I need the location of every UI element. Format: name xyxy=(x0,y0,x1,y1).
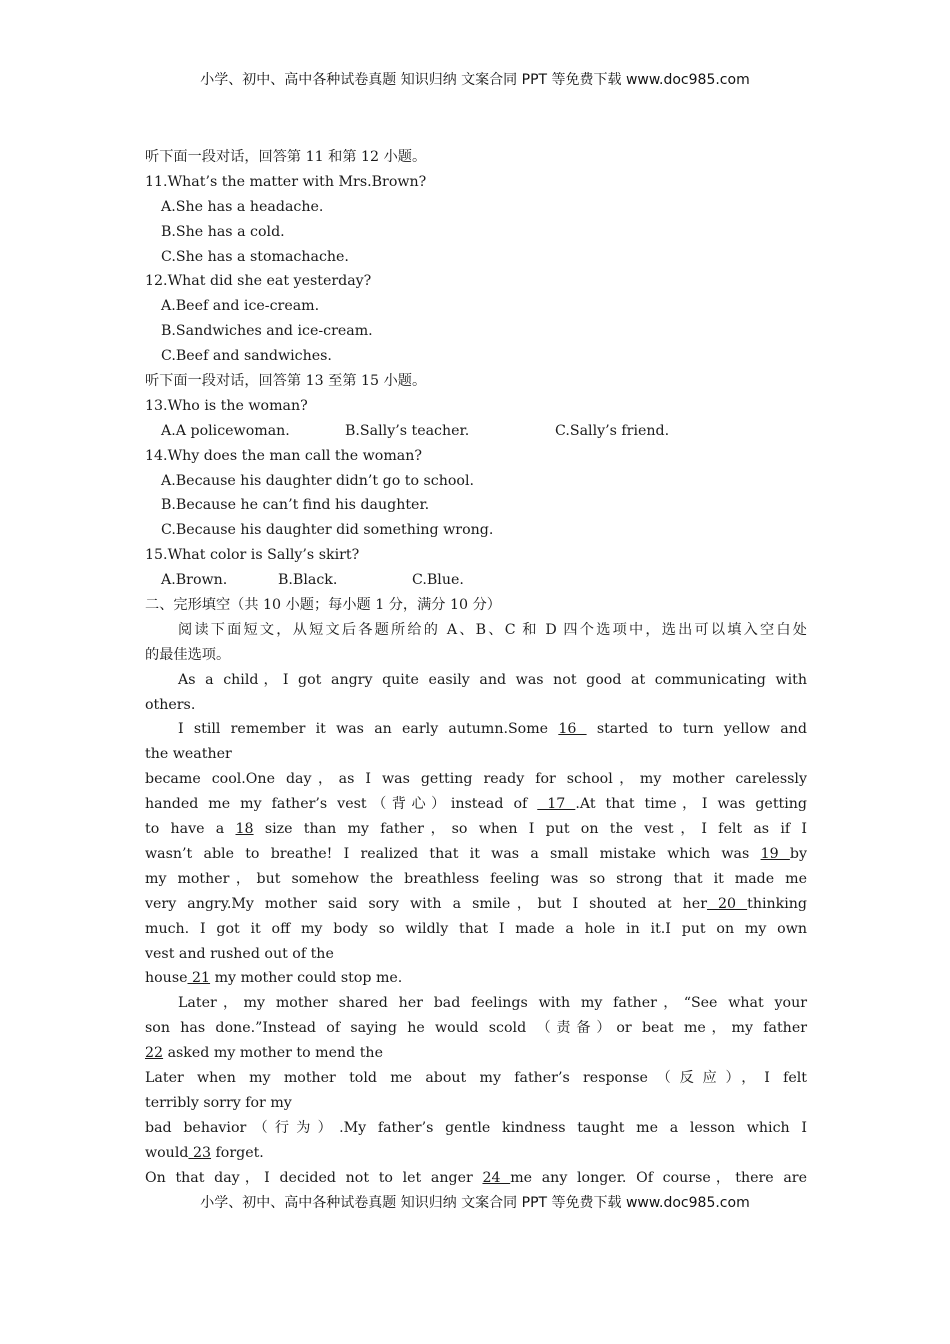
passage-line: would 23 forget. xyxy=(145,1144,264,1161)
passage-line: Later，my mother shared her bad feelings with my father，“See what your xyxy=(178,995,807,1012)
question-13-stem: 13.Who is the woman? xyxy=(145,397,308,414)
question-13-option-b: B.Sally’s teacher. xyxy=(345,422,470,439)
question-12-option-b: B.Sandwiches and ice-cream. xyxy=(161,323,373,340)
listening-intro-13-15: 听下面一段对话，回答第 13 至第 15 小题。 xyxy=(145,373,427,390)
passage-line: the weather xyxy=(145,746,232,763)
question-13-option-a: A.A policewoman. xyxy=(161,422,290,439)
passage-line: to have a 18 size than my father，so when I put on the vest，I felt as if I xyxy=(145,821,807,838)
passage-line: bad behavior（行为）.My father’s gentle kindness taught me a lesson which I xyxy=(145,1119,807,1136)
passage-line: vest and rushed out of the xyxy=(145,945,334,962)
passage-line: others. xyxy=(145,696,196,713)
passage-line: 22 asked my mother to mend the xyxy=(145,1045,383,1062)
header-banner: 小学、初中、高中各种试卷真题 知识归纳 文案合同 PPT 等免费下载 www.doc985.com xyxy=(200,72,750,88)
question-15-option-a: A.Brown. xyxy=(161,572,228,589)
question-12-stem: 12.What did she eat yesterday? xyxy=(145,273,372,290)
question-15-option-b: B.Black. xyxy=(278,572,338,589)
passage-line: terribly sorry for my xyxy=(145,1094,292,1111)
cloze-section-title: 二、完形填空（共 10 小题；每小题 1 分，满分 10 分） xyxy=(145,597,501,614)
cloze-instruction-line-2: 的最佳选项。 xyxy=(145,646,231,663)
blank-16: 16 xyxy=(558,721,587,738)
blank-24: 24 xyxy=(482,1169,511,1186)
exam-content xyxy=(145,145,807,1190)
passage-line: son has done.”Instead of saying he would scold （责备）or beat me，my father xyxy=(145,1020,807,1037)
question-13-options xyxy=(145,419,807,444)
blank-23: 23 xyxy=(188,1144,212,1161)
passage-line: Later when my mother told me about my father’s response（反应），I felt xyxy=(145,1069,807,1086)
passage-line: wasn’t able to breathe! I realized that it was a small mistake which was 19 by xyxy=(145,845,807,862)
blank-18: 18 xyxy=(235,821,254,838)
passage-line: I still remember it was an early autumn.Some 16 started to turn yellow and xyxy=(178,721,807,738)
question-14-option-b: B.Because he can’t find his daughter. xyxy=(161,497,430,514)
passage-line: handed me my father’s vest（背心）instead of 17 .At that time，I was getting xyxy=(145,796,807,813)
blank-17: 17 xyxy=(537,796,576,813)
passage-line: became cool.One day，as I was getting ready for school，my mother carelessly xyxy=(145,771,807,788)
cloze-instruction-line-1: 阅读下面短文，从短文后各题所给的 A、B、C 和 D 四个选项中，选出可以填入空白处 xyxy=(178,621,807,638)
question-11-option-b: B.She has a cold. xyxy=(161,223,285,240)
passage-line: house 21 my mother could stop me. xyxy=(145,970,403,987)
question-11-stem: 11.What’s the matter with Mrs.Brown? xyxy=(145,173,427,190)
question-15-options xyxy=(145,568,807,593)
question-14-option-a: A.Because his daughter didn’t go to school. xyxy=(161,472,474,489)
question-14-stem: 14.Why does the man call the woman? xyxy=(145,447,422,464)
question-12-option-c: C.Beef and sandwiches. xyxy=(161,348,332,365)
blank-20: 20 xyxy=(706,895,748,912)
blank-19: 19 xyxy=(760,845,790,862)
question-13-option-c: C.Sally’s friend. xyxy=(555,422,670,439)
passage-line: As a child，I got angry quite easily and was not good at communicating with xyxy=(178,671,807,688)
question-14-option-c: C.Because his daughter did something wrong. xyxy=(161,522,494,539)
question-15-stem: 15.What color is Sally’s skirt? xyxy=(145,547,360,564)
passage-line: On that day，I decided not to let anger 24 me any longer. Of course，there are xyxy=(145,1169,807,1186)
passage-line: much. I got it off my body so wildly that I made a hole in it.I put on my own xyxy=(145,920,807,937)
listening-intro-11-12: 听下面一段对话，回答第 11 和第 12 小题。 xyxy=(145,149,427,165)
blank-22: 22 xyxy=(145,1045,164,1062)
question-11-option-a: A.She has a headache. xyxy=(161,198,324,215)
footer-banner: 小学、初中、高中各种试卷真题 知识归纳 文案合同 PPT 等免费下载 www.doc985.com xyxy=(200,1195,750,1211)
passage-line: very angry.My mother said sory with a smile，but I shouted at her 20 thinking xyxy=(145,895,807,912)
question-11-option-c: C.She has a stomachache. xyxy=(161,248,349,265)
blank-21: 21 xyxy=(187,970,211,987)
question-15-option-c: C.Blue. xyxy=(412,572,464,589)
passage-line: my mother，but somehow the breathless feeling was so strong that it made me xyxy=(145,870,807,887)
question-12-option-a: A.Beef and ice-cream. xyxy=(161,298,320,315)
